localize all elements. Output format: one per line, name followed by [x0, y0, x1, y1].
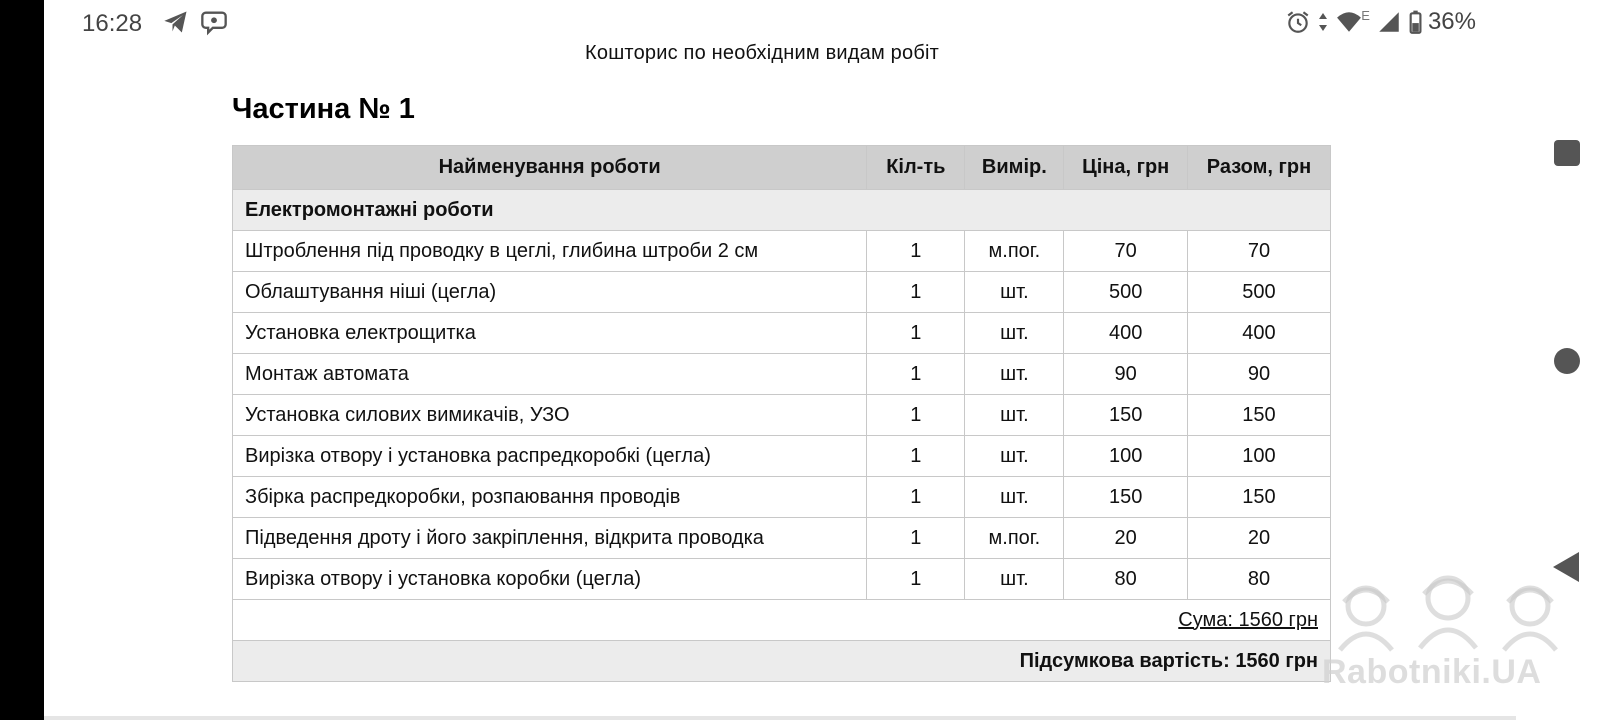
row-price: 100: [1064, 436, 1188, 477]
status-time: 16:28: [82, 10, 143, 37]
row-name: Збірка распредкоробки, розпаювання проводів: [233, 477, 867, 518]
signal-icon: [1376, 9, 1402, 35]
row-qty: 1: [867, 395, 965, 436]
row-total: 20: [1187, 518, 1330, 559]
row-name: Монтаж автомата: [233, 354, 867, 395]
row-qty: 1: [867, 477, 965, 518]
row-total: 150: [1187, 395, 1330, 436]
viber-icon: [200, 8, 228, 36]
status-right: [1285, 8, 1476, 36]
table-row: [233, 395, 1331, 436]
home-circle-icon[interactable]: [1554, 348, 1580, 374]
battery-icon: [1408, 9, 1422, 35]
row-unit: шт.: [965, 477, 1064, 518]
row-unit: шт.: [965, 436, 1064, 477]
header-total: Разом, грн: [1187, 146, 1330, 190]
section-title: Частина № 1: [232, 93, 415, 125]
row-qty: 1: [867, 313, 965, 354]
status-left-icons: [162, 8, 228, 36]
category-label: Електромонтажні роботи: [233, 190, 1331, 231]
table-row: [233, 354, 1331, 395]
row-price: 80: [1064, 559, 1188, 600]
document-title: Кошторис по необхідним видам робіт: [585, 42, 939, 64]
row-unit: шт.: [965, 395, 1064, 436]
sum-label: Сума: 1560 грн: [1178, 608, 1318, 631]
row-total: 70: [1187, 231, 1330, 272]
table-row: [233, 313, 1331, 354]
row-price: 500: [1064, 272, 1188, 313]
recents-square-icon[interactable]: [1554, 140, 1580, 166]
row-name: Вирізка отвору і установка распредкоробкі (цегла): [233, 436, 867, 477]
header-unit: Вимір.: [965, 146, 1064, 190]
row-unit: шт.: [965, 313, 1064, 354]
header-price: Ціна, грн: [1064, 146, 1188, 190]
row-price: 20: [1064, 518, 1188, 559]
bottom-divider: [44, 716, 1516, 720]
alarm-icon: [1285, 9, 1311, 35]
row-qty: 1: [867, 354, 965, 395]
row-total: 100: [1187, 436, 1330, 477]
wifi-icon: [1335, 9, 1363, 35]
row-unit: шт.: [965, 354, 1064, 395]
watermark-text: Rabotniki.UA: [1322, 653, 1542, 691]
row-name: Вирізка отвору і установка коробки (цегла): [233, 559, 867, 600]
row-name: Облаштування ніші (цегла): [233, 272, 867, 313]
row-name: Установка силових вимикачів, УЗО: [233, 395, 867, 436]
row-unit: м.пог.: [965, 518, 1064, 559]
row-name: Штроблення під проводку в цеглі, глибина штроби 2 см: [233, 231, 867, 272]
row-qty: 1: [867, 436, 965, 477]
screen: [44, 0, 1516, 720]
sum-row: [233, 600, 1331, 641]
table-row: [233, 559, 1331, 600]
table-row: [233, 518, 1331, 559]
row-qty: 1: [867, 518, 965, 559]
row-qty: 1: [867, 231, 965, 272]
row-total: 400: [1187, 313, 1330, 354]
back-triangle-icon[interactable]: [1553, 552, 1579, 582]
grand-total-label: Підсумкова вартість: 1560 грн: [233, 641, 1331, 682]
telegram-icon: [162, 8, 190, 36]
estimate-table: [232, 145, 1331, 682]
row-total: 90: [1187, 354, 1330, 395]
row-unit: м.пог.: [965, 231, 1064, 272]
table-row: [233, 231, 1331, 272]
row-name: Установка електрощитка: [233, 313, 867, 354]
table-header-row: [233, 146, 1331, 190]
header-qty: Кіл-ть: [867, 146, 965, 190]
row-total: 500: [1187, 272, 1330, 313]
row-unit: шт.: [965, 272, 1064, 313]
network-type: E: [1361, 7, 1370, 23]
table-row: [233, 477, 1331, 518]
category-row: [233, 190, 1331, 231]
row-price: 400: [1064, 313, 1188, 354]
row-qty: 1: [867, 272, 965, 313]
row-qty: 1: [867, 559, 965, 600]
sum-cell: [233, 600, 1331, 641]
row-price: 90: [1064, 354, 1188, 395]
battery-level: 36%: [1427, 8, 1476, 35]
row-price: 150: [1064, 395, 1188, 436]
header-name: Найменування роботи: [233, 146, 867, 190]
data-arrows-icon: [1317, 9, 1329, 35]
row-total: 150: [1187, 477, 1330, 518]
row-name: Підведення дроту і його закріплення, відкрита проводка: [233, 518, 867, 559]
status-bar: [44, 0, 1516, 46]
row-price: 70: [1064, 231, 1188, 272]
row-total: 80: [1187, 559, 1330, 600]
row-price: 150: [1064, 477, 1188, 518]
table-row: [233, 272, 1331, 313]
table-row: [233, 436, 1331, 477]
row-unit: шт.: [965, 559, 1064, 600]
grand-total-row: [233, 641, 1331, 682]
